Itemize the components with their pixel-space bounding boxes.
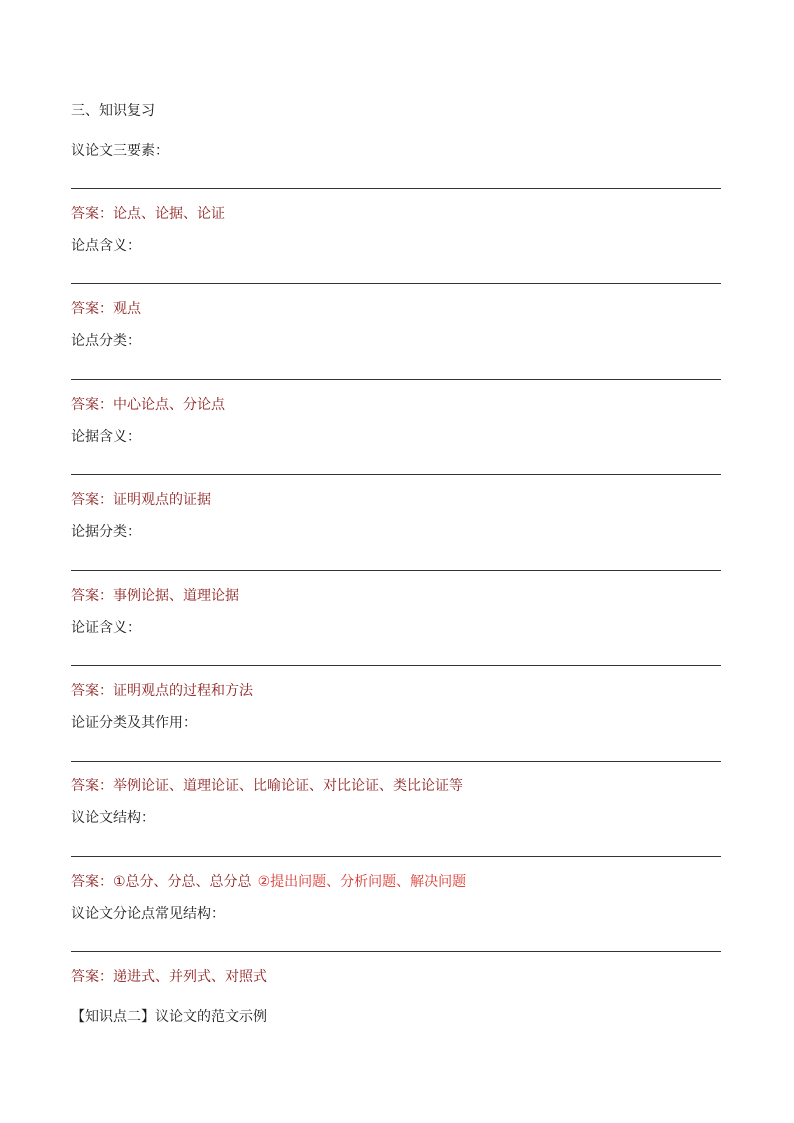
answer-essay-structure: [71, 872, 466, 892]
question-reasoning-meaning: 论证含义：: [71, 620, 141, 636]
answer-three-elements: [71, 204, 225, 224]
answer-blank-line: [71, 379, 721, 380]
question-sub-argument-structure: 议论文分论点常见结构：: [71, 906, 225, 922]
answer-blank-line: [71, 856, 721, 857]
answer-prefix: 答案：: [71, 874, 113, 890]
answer-text: 证明观点的过程和方法: [113, 683, 253, 699]
answer-evidence-meaning: [71, 490, 211, 510]
answer-blank-line: [71, 761, 721, 762]
section-title: 三、知识复习: [71, 103, 155, 119]
answer-blank-line: [71, 570, 721, 571]
answer-text: 观点: [113, 301, 141, 317]
question-evidence-meaning: 论据含义：: [71, 429, 141, 445]
answer-prefix: 答案：: [71, 969, 113, 985]
question-argument-meaning: 论点含义：: [71, 238, 141, 254]
question-evidence-types: 论据分类：: [71, 524, 141, 540]
answer-sub-argument-structure: [71, 967, 267, 987]
answer-text: 递进式、并列式、对照式: [113, 969, 267, 985]
answer-evidence-types: [71, 586, 239, 606]
answer-prefix: 答案：: [71, 683, 113, 699]
answer-text: 论点、论据、论证: [113, 206, 225, 222]
answer-text: 事例论据、道理论据: [113, 588, 239, 604]
answer-text: ①总分、分总、总分总: [113, 874, 252, 890]
answer-argument-types: [71, 395, 225, 415]
question-essay-structure: 议论文结构：: [71, 810, 155, 826]
answer-prefix: 答案：: [71, 492, 113, 508]
answer-blank-line: [71, 665, 721, 666]
answer-text: 中心论点、分论点: [113, 397, 225, 413]
knowledge-point-heading: 【知识点二】议论文的范文示例: [71, 1009, 267, 1025]
answer-prefix: 答案：: [71, 588, 113, 604]
answer-argument-meaning: [71, 299, 141, 319]
answer-reasoning-meaning: [71, 681, 253, 701]
question-reasoning-types: 论证分类及其作用：: [71, 715, 197, 731]
answer-prefix: 答案：: [71, 301, 113, 317]
answer-blank-line: [71, 283, 721, 284]
answer-text: 举例论证、道理论证、比喻论证、对比论证、类比论证等: [113, 778, 463, 794]
answer-extra-text: ②提出问题、分析问题、解决问题: [257, 874, 467, 890]
answer-prefix: 答案：: [71, 397, 113, 413]
answer-prefix: 答案：: [71, 206, 113, 222]
question-three-elements: 议论文三要素：: [71, 143, 169, 159]
answer-blank-line: [71, 474, 721, 475]
question-argument-types: 论点分类：: [71, 333, 141, 349]
answer-prefix: 答案：: [71, 778, 113, 794]
answer-reasoning-types: [71, 776, 463, 796]
answer-text: 证明观点的证据: [113, 492, 211, 508]
answer-blank-line: [71, 951, 721, 952]
answer-blank-line: [71, 188, 721, 189]
